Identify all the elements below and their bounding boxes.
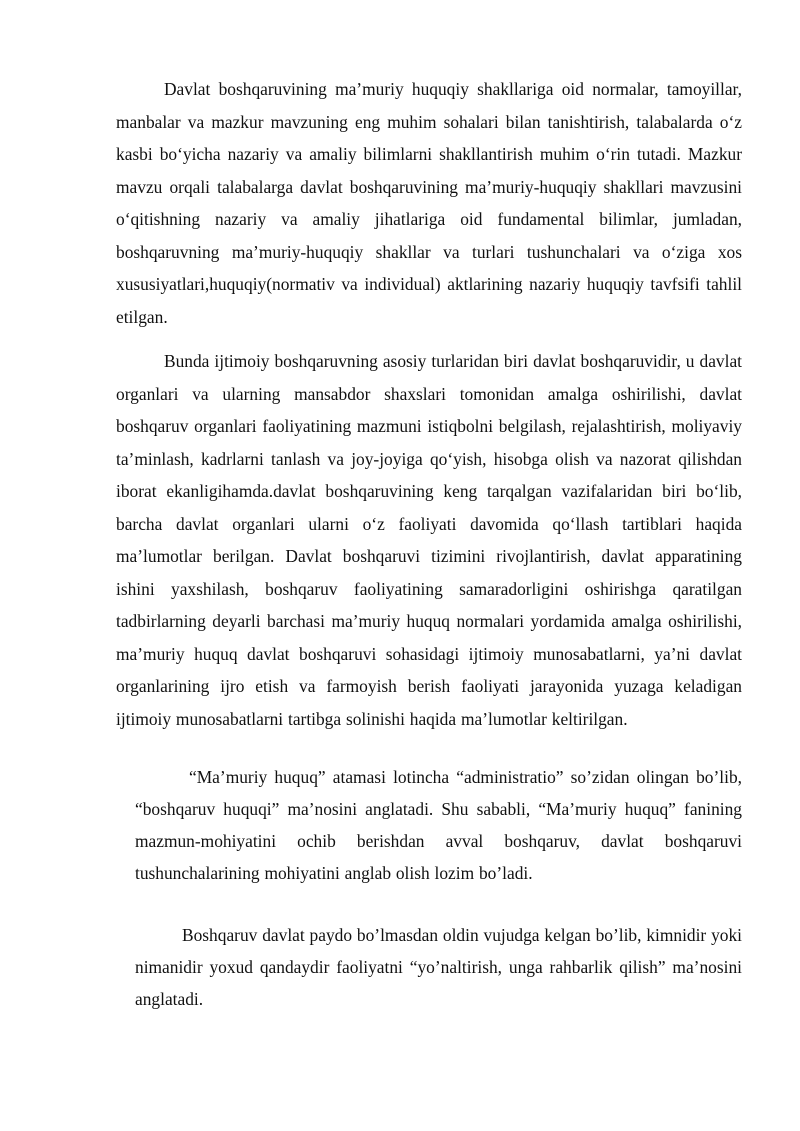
paragraph-3: “Ma’muriy huquq” atamasi lotincha “administratio” so’zidan olingan bo’lib, “boshqaruv huquqi” ma’nosini anglatadi. Shu sababli, “Ma’muriy huquq” fanining mazmun-mohiyatini ochib berishdan avval boshqaruv, davlat boshqaruvi tushunchalarining mohiyatini anglab olish lozim bo’ladi.	[135, 767, 742, 883]
paragraph-1: Davlat boshqaruvining ma’muriy huquqiy shakllariga oid normalar, tamoyillar, manbalar va mazkur mavzuning eng muhim sohalari bilan tanishtirish, talabalarda o‘z kasbi bo‘yicha nazariy va amaliy bilimlarni shakllantirish muhim o‘rin tutadi. Mazkur mavzu orqali talabalarga davlat boshqaruvining ma’muriy-huquqiy shakllari mavzusini o‘qitishning nazariy va amaliy jihatlariga oid fundamental bilimlar, jumladan, boshqaruvning ma’muriy-huquqiy shakllar va turlari tushunchalari va o‘ziga xos xususiyatlari,huquqiy(normativ va individual) aktlarining nazariy huquqiy tavfsifi tahlil etilgan.	[116, 79, 742, 327]
paragraph-2: Bunda ijtimoiy boshqaruvning asosiy turlaridan biri davlat boshqaruvidir, u davlat organlari va ularning mansabdor shaxslari tomonidan amalga oshirilishi, davlat boshqaruv organlari faoliyatining mazmuni istiqbolni belgilash, rejalashtirish, moliyaviy ta’minlash, kadrlarni tanlash va joy-joyiga qo‘yish, hisobga olish va nazorat qilishdan iborat ekanligihamda.davlat boshqaruvining keng tarqalgan vazifalaridan biri bo‘lib, barcha davlat organlari ularni o‘z faoliyati davomida qo‘llash tartiblari haqida ma’lumotlar berilgan. Davlat boshqaruvi tizimini rivojlantirish, davlat apparatining ishini yaxshilash, boshqaruv faoliyatining samaradorligini oshirishga qaratilgan tadbirlarning deyarli barchasi ma’muriy huquq normalari yordamida amalga oshirilishi, ma’muriy huquq davlat boshqaruvi sohasidagi ijtimoiy munosabatlarni, ya’ni davlat organlarining ijro etish va farmoyish berish faoliyati jarayonida yuzaga keladigan ijtimoiy munosabatlarni tartibga solinishi haqida ma’lumotlar keltirilgan.	[116, 351, 742, 729]
paragraph-4: Boshqaruv davlat paydo bo’lmasdan oldin vujudga kelgan bo’lib, kimnidir yoki nimanidir yoxud qandaydir faoliyatni “yo’naltirish, unga rahbarlik qilish” ma’nosini anglatadi.	[135, 925, 742, 1009]
